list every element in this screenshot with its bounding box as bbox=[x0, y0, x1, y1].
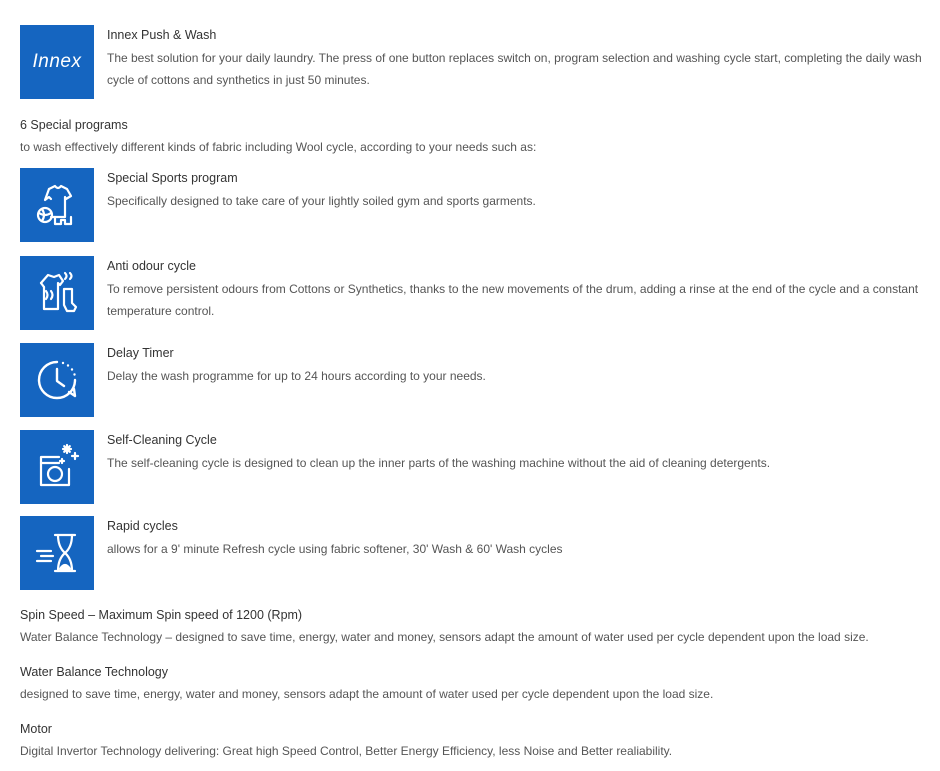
feature-title: Rapid cycles bbox=[107, 519, 178, 533]
water-balance-desc: designed to save time, energy, water and money, sensors adapt the amount of water used per cycle dependent upon the load size. bbox=[20, 687, 714, 701]
spin-speed-title: Spin Speed – Maximum Spin speed of 1200 (Rpm) bbox=[20, 608, 303, 622]
feature-rapid-cycles-text bbox=[107, 516, 930, 560]
feature-title: Delay Timer bbox=[107, 346, 174, 360]
water-balance-section bbox=[20, 663, 930, 703]
feature-title: Self-Cleaning Cycle bbox=[107, 433, 217, 447]
feature-desc: To remove persistent odours from Cottons or Synthetics, thanks to the new movements of the drum, adding a rinse at the end of the cycle and a constant temperature control. bbox=[107, 282, 919, 318]
spin-speed-desc: Water Balance Technology – designed to save time, energy, water and money, sensors adapt the amount of water used per cycle dependent upon the load size. bbox=[20, 630, 869, 644]
innex-logo-icon bbox=[20, 25, 94, 99]
innex-title: Innex Push & Wash bbox=[107, 28, 217, 42]
innex-desc: The best solution for your daily laundry. The press of one button replaces switch on, program selection and washing cycle start, completing the daily wash cycle of cottons and synthetics in just 50 minutes. bbox=[107, 51, 922, 87]
feature-title: Anti odour cycle bbox=[107, 259, 196, 273]
self-cleaning-washer-icon bbox=[20, 430, 94, 504]
feature-delay-timer-text bbox=[107, 343, 930, 387]
feature-desc: allows for a 9' minute Refresh cycle using fabric softener, 30' Wash & 60' Wash cycles bbox=[107, 542, 563, 556]
delay-timer-clock-icon bbox=[20, 343, 94, 417]
feature-anti-odour-text bbox=[107, 256, 930, 322]
feature-sports-text bbox=[107, 168, 930, 212]
water-balance-title: Water Balance Technology bbox=[20, 665, 169, 679]
feature-self-cleaning-text bbox=[107, 430, 930, 474]
feature-desc: Delay the wash programme for up to 24 hours according to your needs. bbox=[107, 369, 486, 383]
motor-desc: Digital Invertor Technology delivering: Great high Speed Control, Better Energy Efficiency, less Noise and Better realiability. bbox=[20, 744, 673, 758]
sports-garments-icon bbox=[20, 168, 94, 242]
innex-logo-text: Innex bbox=[32, 51, 82, 72]
special-programs-title: 6 Special programs bbox=[20, 118, 128, 132]
special-programs-desc: to wash effectively different kinds of fabric including Wool cycle, according to your needs such as: bbox=[20, 140, 537, 154]
special-programs-section bbox=[20, 116, 930, 156]
spin-speed-section bbox=[20, 606, 930, 646]
anti-odour-garments-icon bbox=[20, 256, 94, 330]
feature-desc: The self-cleaning cycle is designed to clean up the inner parts of the washing machine without the aid of cleaning detergents. bbox=[107, 456, 771, 470]
feature-title: Special Sports program bbox=[107, 171, 238, 185]
motor-section bbox=[20, 720, 930, 760]
innex-text bbox=[107, 25, 930, 91]
feature-desc: Specifically designed to take care of your lightly soiled gym and sports garments. bbox=[107, 194, 536, 208]
rapid-hourglass-icon bbox=[20, 516, 94, 590]
motor-title: Motor bbox=[20, 722, 52, 736]
